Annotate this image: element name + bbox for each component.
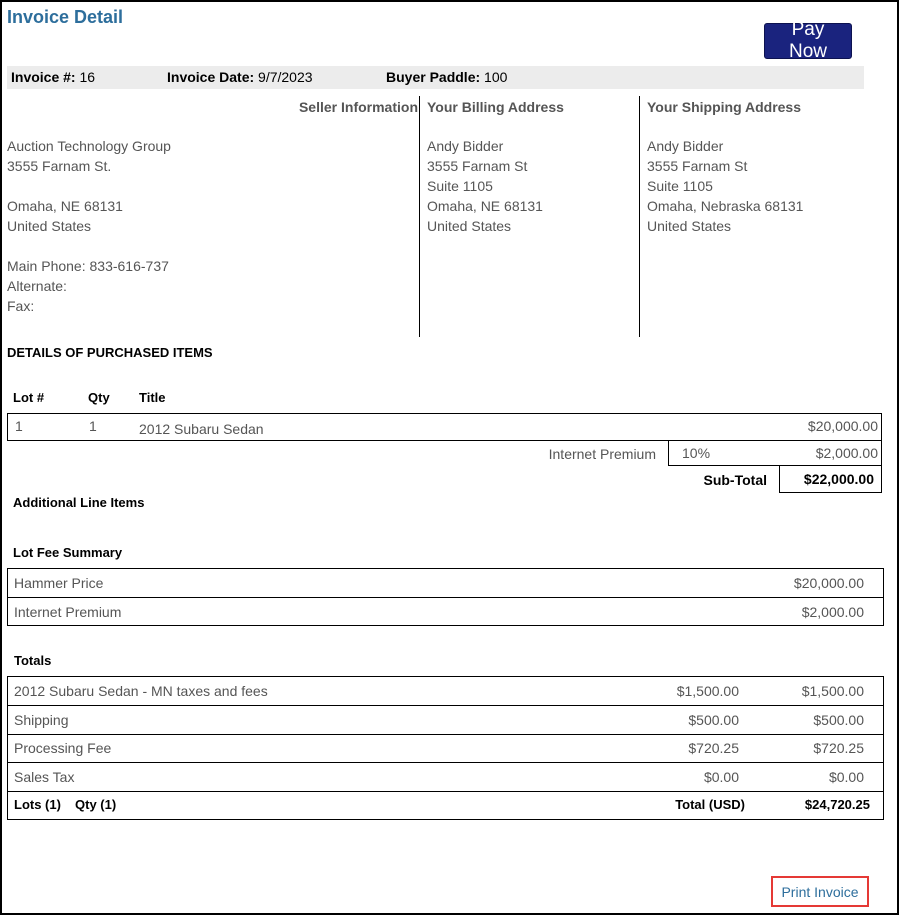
totals-row-total: $720.25: [813, 740, 864, 756]
totals-qty-count: Qty (1): [75, 797, 117, 812]
invoice-date: Invoice Date: 9/7/2023: [167, 69, 313, 85]
row-divider: [8, 762, 883, 763]
purchased-items-heading: DETAILS OF PURCHASED ITEMS: [7, 345, 213, 360]
totals-row-amount: $1,500.00: [676, 683, 739, 699]
invoice-number: Invoice #: 16: [11, 69, 96, 85]
seller-info-heading: Seller Information: [298, 99, 418, 115]
page-title: Invoice Detail: [7, 7, 124, 27]
column-header-lot: Lot #: [13, 390, 45, 405]
item-lot: 1: [15, 418, 23, 434]
premium-label: Internet Premium: [548, 446, 656, 462]
shipping-line: Suite 1105: [647, 178, 713, 194]
totals-row-total: $1,500.00: [801, 683, 864, 699]
totals-row-total: $0.00: [828, 769, 864, 785]
billing-address: [427, 136, 543, 236]
totals-row-total: $500.00: [813, 712, 864, 728]
seller-name: Auction Technology Group: [7, 138, 171, 154]
column-divider: [419, 96, 420, 337]
additional-line-items-heading: Additional Line Items: [13, 495, 145, 510]
subtotal-amount: $22,000.00: [803, 471, 874, 487]
totals-row-label: Sales Tax: [14, 769, 75, 785]
item-amount: $20,000.00: [807, 418, 878, 434]
invoice-info-bar: [7, 66, 864, 89]
print-invoice-link[interactable]: Print Invoice: [781, 883, 859, 900]
seller-alternate: Alternate:: [7, 278, 67, 294]
seller-city: Omaha, NE 68131: [7, 198, 123, 214]
seller-fax: Fax:: [7, 298, 35, 314]
shipping-line: Andy Bidder: [647, 138, 724, 154]
billing-address-heading: Your Billing Address: [427, 99, 564, 115]
totals-row-amount: $500.00: [688, 712, 739, 728]
row-divider: [8, 597, 883, 598]
seller-street: 3555 Farnam St.: [7, 158, 112, 174]
lot-fee-summary-heading: Lot Fee Summary: [13, 545, 123, 560]
column-header-qty: Qty: [88, 390, 110, 405]
grand-total-label: Total (USD): [675, 797, 745, 812]
subtotal-label: Sub-Total: [703, 472, 767, 488]
totals-row-label: Processing Fee: [14, 740, 112, 756]
lot-fee-label: Hammer Price: [14, 575, 104, 591]
billing-line: 3555 Farnam St: [427, 158, 528, 174]
billing-line: United States: [427, 218, 512, 234]
shipping-line: 3555 Farnam St: [647, 158, 748, 174]
lot-fee-amount: $2,000.00: [801, 604, 864, 620]
totals-table: [7, 676, 884, 820]
grand-total-amount: $24,720.25: [804, 797, 870, 812]
billing-line: Suite 1105: [427, 178, 493, 194]
totals-row-amount: $0.00: [703, 769, 739, 785]
row-divider: [8, 791, 883, 792]
column-header-title: Title: [139, 390, 166, 405]
lot-fee-amount: $20,000.00: [793, 575, 864, 591]
print-invoice-highlight: [771, 876, 869, 907]
lot-fee-label: Internet Premium: [14, 604, 122, 620]
billing-line: Andy Bidder: [427, 138, 504, 154]
premium-row: [668, 440, 882, 466]
table-row: [7, 413, 882, 441]
totals-row-amount: $720.25: [688, 740, 739, 756]
seller-address: [7, 136, 171, 316]
seller-country: United States: [7, 218, 92, 234]
item-qty: 1: [89, 418, 97, 434]
totals-lots-count: Lots (1): [14, 797, 61, 812]
item-title: 2012 Subaru Sedan: [139, 421, 264, 437]
billing-line: Omaha, NE 68131: [427, 198, 543, 214]
premium-rate: 10%: [682, 445, 711, 461]
pay-now-button[interactable]: Pay Now: [764, 23, 852, 59]
shipping-line: Omaha, Nebraska 68131: [647, 198, 804, 214]
shipping-line: United States: [647, 218, 732, 234]
row-divider: [8, 705, 883, 706]
totals-row-label: Shipping: [14, 712, 69, 728]
lot-fee-table: [7, 568, 884, 626]
shipping-address: [647, 136, 803, 236]
buyer-paddle: Buyer Paddle: 100: [386, 69, 508, 85]
totals-row-label: 2012 Subaru Sedan - MN taxes and fees: [14, 683, 268, 699]
premium-amount: $2,000.00: [815, 445, 878, 461]
column-divider: [639, 96, 640, 337]
subtotal-box: [779, 465, 882, 493]
row-divider: [8, 734, 883, 735]
totals-heading: Totals: [14, 653, 52, 668]
seller-main-phone: Main Phone: 833-616-737: [7, 258, 169, 274]
shipping-address-heading: Your Shipping Address: [647, 99, 802, 115]
